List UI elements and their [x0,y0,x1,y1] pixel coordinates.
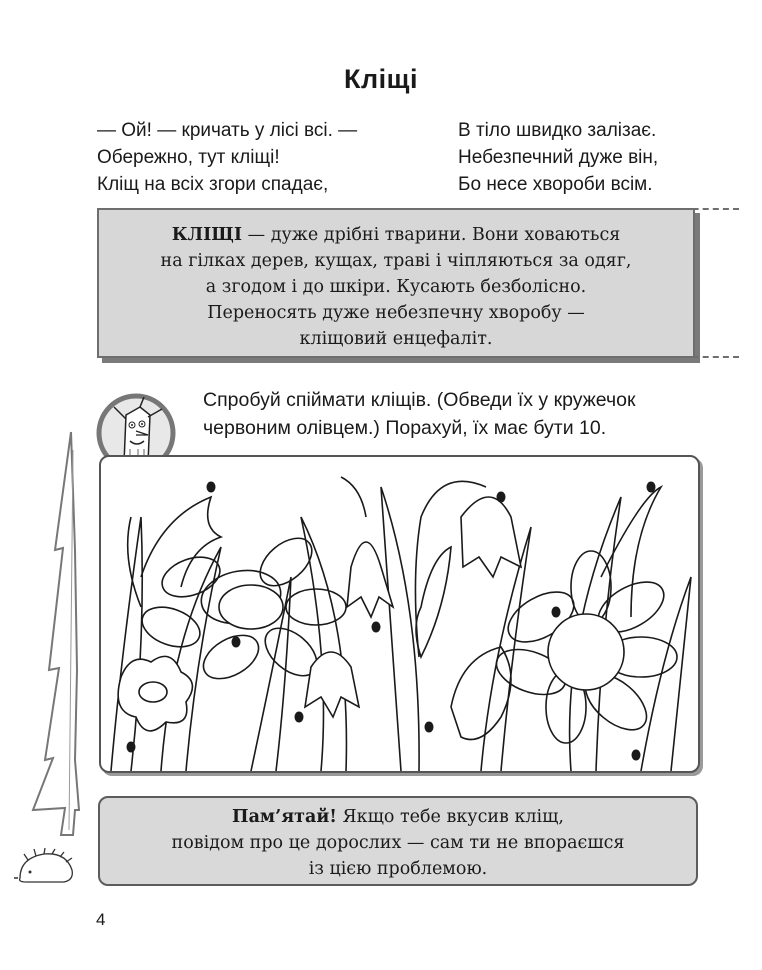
poem-left-column [97,117,357,198]
small-flower-left [118,656,192,731]
poem-line: Кліщ на всіх згори спадає, [97,174,329,195]
remember-label: Пам’ятай! [232,807,337,827]
dashed-divider [329,208,739,210]
task-instructions [203,386,636,442]
remember-box [98,796,698,886]
grass-blade [111,517,142,771]
poem-line: Бо несе хвороби всім. [458,174,653,195]
poem-right-column [458,117,658,198]
info-box [97,208,695,358]
curly-leaf [141,497,221,587]
poem-line: Небезпечний дуже він, [458,147,659,168]
task-line: червоним олівцем.) Порахуй, їх має бути 10. [203,417,607,439]
page-number: 4 [96,910,106,929]
info-line: — дуже дрібні тварини. Вони ховаються [242,225,621,245]
info-line: а згодом і до шкіри. Кусають безболісно. [205,277,587,297]
info-term: КЛІЩІ [171,225,243,245]
remember-line: Якщо тебе вкусив кліщ, [336,807,564,827]
poem-line: В тіло швидко залізає. [458,120,657,141]
bell-flower [415,481,521,657]
oak-leaf [451,647,511,740]
hedgehog-icon [14,848,76,888]
info-line: Переносять дуже небезпечну хворобу — [207,303,585,323]
serrated-leaf [416,547,451,657]
task-line: Спробуй спіймати кліщів. (Обведи їх у кружечок [203,389,636,411]
remember-line: повідом про це дорослих — сам ти не впораєшся [171,833,625,853]
flower-coloring-picture[interactable] [99,455,700,773]
big-flower-right [490,551,677,743]
dashed-divider [329,356,739,358]
spruce-tree-icon [15,430,81,840]
poem-line: Обережно, тут кліщі! [97,147,280,168]
info-line: на гілках дерев, кущах, траві і чіпляються за одяг, [160,251,632,271]
bell-flower [305,652,359,717]
grass-blade [641,577,691,771]
page-title: Кліщі [344,64,418,94]
remember-line: із цією проблемою. [308,859,488,879]
poem-line: — Ой! — кричать у лісі всі. — [97,120,358,141]
info-line: кліщовий енцефаліт. [299,329,493,349]
info-text [99,222,693,352]
grass-blade [381,487,419,771]
